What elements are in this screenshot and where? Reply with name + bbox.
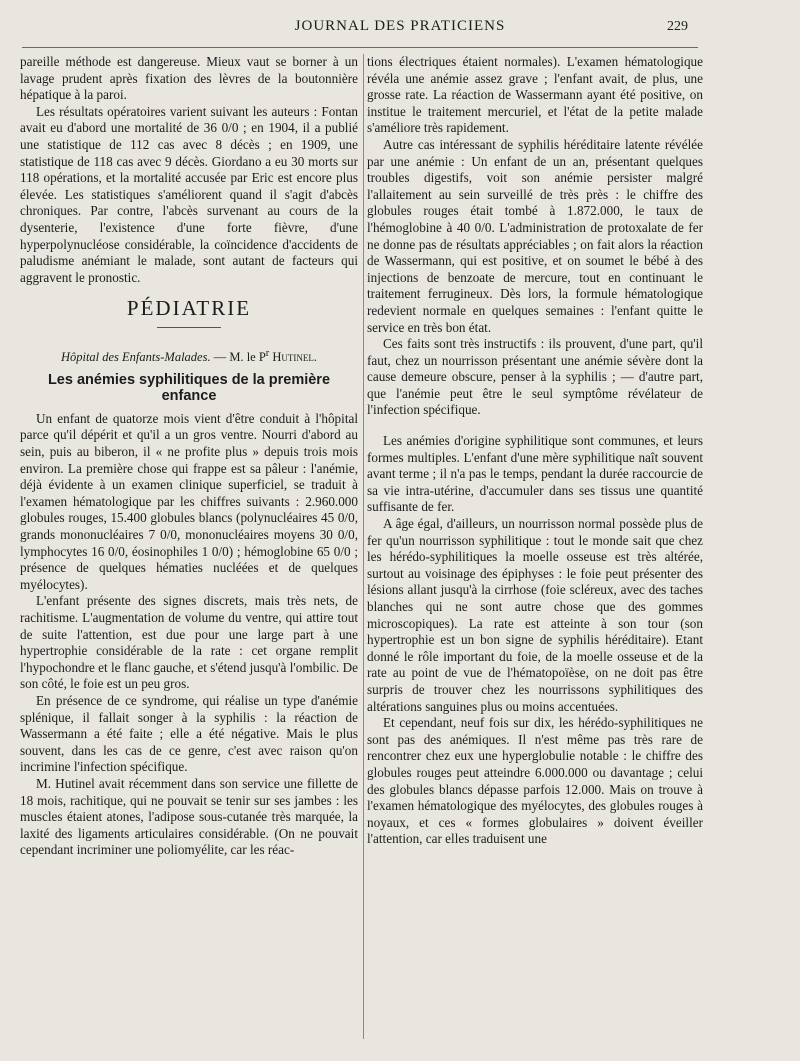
right-column <box>367 54 703 848</box>
header-rule <box>22 47 698 48</box>
running-header <box>0 18 800 44</box>
left-column <box>20 54 358 859</box>
column-divider <box>363 54 364 1039</box>
professor-title-sup: r <box>265 347 270 359</box>
paragraph: L'enfant présente des signes discrets, mais très nets, de rachitisme. L'augmentation de volume du ventre, qui attire tout de suite l'attention, est due pour une large part à une hypertrophie considérable de la rate : cet organe remplit l'hypochondre et le flanc gauche, et s'étend jusqu'à l'ombilic. De son côté, le foie est un peu gros. <box>20 593 358 692</box>
paragraph: Ces faits sont très instructifs : ils prouvent, d'une part, qu'il faut, chez un nourrisson présentant une anémie sévère dont la cause demeure obscure, penser à la syphilis ; — d'autre part, que l'anémie peut être le seul symptôme révélateur de l'infection spécifique. <box>367 336 703 418</box>
page-number: 229 <box>667 19 688 34</box>
service-line <box>20 346 358 366</box>
paragraph: En présence de ce syndrome, qui réalise un type d'anémie splénique, il fallait songer à la syphilis : la réaction de Wassermann a été faite ; elle a été négative. Mais le plus souvent, dans les cas de ce genre, c'est avec raison qu'on incrimine l'infection spécifique. <box>20 692 358 775</box>
paragraph: Et cependant, neuf fois sur dix, les hérédo-syphilitiques ne sont pas des anémiques. Il n'est même pas très rare de rencontrer chez eux une hyperglobulie notable : le chiffre des globules rouges peut atteindre 6.000.000 ou davantage ; celui des globules blancs dépasse parfois 12.000. Mais on trouve à l'examen hématologique des myélocytes, des globules rouges à noyaux, et ces « formes globulaires » doivent éveiller l'attention, car elles traduisent une <box>367 715 703 847</box>
hospital-name: Hôpital des Enfants-Malades. <box>60 350 211 365</box>
paragraph: Un enfant de quatorze mois vient d'être conduit à l'hôpital parce qu'il dépérit et qu'il a un gros ventre. Nourri d'abord au sein, puis au biberon, il « ne profite plus » depuis trois mois environ. La première chose qui frappe est sa pâleur : l'anémie, déjà évidente à un examen clinique superficiel, se traduit à l'examen hématologique par les chiffres suivants : 2.960.000 globules rouges, 15.400 globules blancs (polynucléaires 45 0/0, grands mononucléaires 7 0/0, mononucléaires moyens 30 0/0, lymphocytes 16 0/0, éosinophiles 1 0/0) ; hémoglobine 65 0/0 ; présence de quelques hématies nucléées et de quelques myélocytes). <box>20 410 358 592</box>
article-title: Les anémies syphilitiques de la première enfance <box>47 371 331 405</box>
service-dash: — M. le P <box>210 350 266 365</box>
paragraph: pareille méthode est dangereuse. Mieux vaut se borner à un lavage prudent après fixation des lèvres de la boutonnière hépatique à la paroi. <box>20 54 358 103</box>
section-heading: PÉDIATRIE <box>126 296 252 321</box>
paragraph: Autre cas intéressant de syphilis héréditaire latente révélée par une anémie : Un enfant de un an, présentant quelques troubles digestifs, voit son anémie persister malgré l'allaitement au sein surveillé de très près : le chiffre des globules rouges était tombé à 1.872.000, le taux de l'hémoglobine à 40 0/0. L'administration de protoxalate de fer ne donne pas de résultats appréciables ; on fait alors la réaction de Wassermann, qui est positive, et on soumet le bébé à des injections de benzoate de mercure, tout en continuant le traitement ferrugineux. Dès lors, la formule hématologique redevient normale en quelques semaines : l'enfant quitte le service en très bon état. <box>367 136 703 335</box>
section-rule <box>157 327 221 328</box>
paragraph: Les anémies d'origine syphilitique sont communes, et leurs formes multiples. L'enfant d'une mère syphilitique naît souvent avant terme ; il n'a pas le temps, pendant la durée raccourcie de sa vie intra-utérine, d'accumuler dans ses tissus une quantité suffisante de fer. <box>367 433 703 515</box>
professor-name: Hutinel. <box>269 350 318 365</box>
paragraph: Les résultats opératoires varient suivant les auteurs : Fontan avait eu d'abord une mortalité de 36 0/0 ; en 1904, il a publié une statistique de 112 cas avec 8 décès ; en 1909, une statistique de 118 cas avec 9 décès. Giordano a eu 30 morts sur 118 opérations, et la mortalité accusée par Eric est encore plus élevée. Les statistiques s'améliorent quand il s'agit d'abcès chroniques. Par contre, l'abcès survenant au cours de la dysenterie, l'existence d'une forte fièvre, d'une hyperpolynucléose considérable, la coïncidence d'accidents de paludisme anémiant le malade, sont autant de facteurs qui aggravent le pronostic. <box>20 103 358 285</box>
paragraph: M. Hutinel avait récemment dans son service une fillette de 18 mois, rachitique, qui ne pouvait se tenir sur ses jambes : les muscles étaient atones, l'adipose sous-cutanée très marquée, la laxité des ligaments articulaires considérable. (On ne pouvait cependant incriminer une poliomyélite, car les réac- <box>20 775 358 858</box>
journal-title: JOURNAL DES PRATICIENS <box>294 18 506 34</box>
paragraph: tions électriques étaient normales). L'examen hématologique révéla une anémie assez grave ; l'enfant avait, de plus, une grosse rate. La réaction de Wassermann ayant été positive, on institue le traitement mercuriel, et l'état de la petite malade s'améliore très rapidement. <box>367 54 703 136</box>
paragraph: A âge égal, d'ailleurs, un nourrisson normal possède plus de fer qu'un nourrisson syphilitique : tout le monde sait que chez les hérédo-syphilitiques la moelle osseuse est très altérée, surtout au voisinage des épiphyses : le foie peut présenter des lésions allant jusqu'à la cirrhose (foie scléreux, avec des taches blanches qui ne sont autre chose que des gommes microscopiques). La rate est atteinte à son tour (son hypertrophie est un bon signe de syphilis héréditaire). Etant donné le rôle important du foie, de la moelle osseuse et de la rate au point de vue de l'hématopoïèse, on ne doit pas être surpris de trouver chez les nourrissons syphilitiques des altérations sanguines plus ou moins accentuées. <box>367 516 703 714</box>
